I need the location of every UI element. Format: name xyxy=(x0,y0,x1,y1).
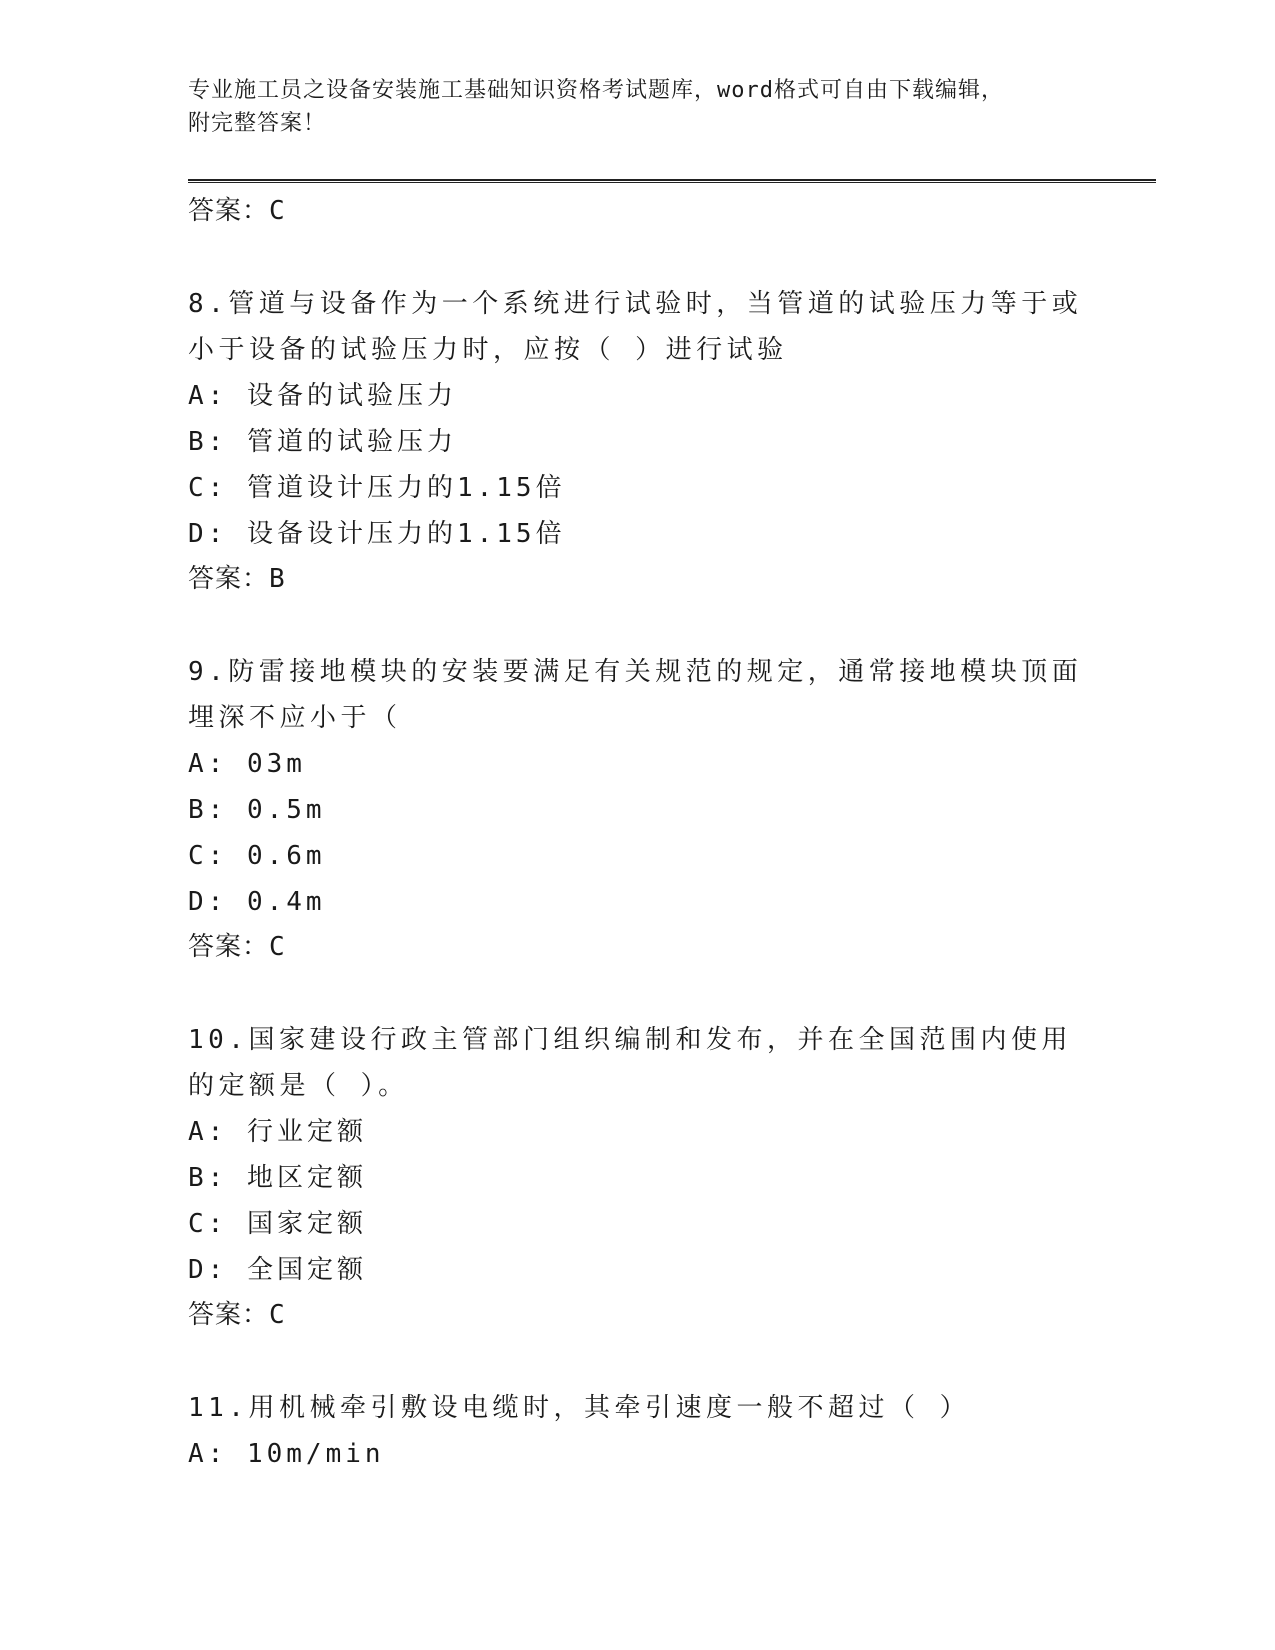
question-text-11: 11.用机械牵引敷设电缆时，其牵引速度一般不超过（ ） xyxy=(188,1393,971,1423)
question-text-9: 9.防雷接地模块的安装要满足有关规范的规定，通常接地模块顶面埋深不应小于（ xyxy=(188,657,1083,733)
option-10-b: B: 地区定额 xyxy=(188,1163,367,1193)
header-line-1: 专业施工员之设备安装施工基础知识资格考试题库，word格式可自由下载编辑， xyxy=(188,78,1004,103)
option-8-c: C: 管道设计压力的1.15倍 xyxy=(188,473,566,503)
option-10-a: A: 行业定额 xyxy=(188,1117,367,1147)
option-9-d: D: 0.4m xyxy=(188,887,326,917)
header-line-2: 附完整答案！ xyxy=(188,111,327,136)
option-8-b: B: 管道的试验压力 xyxy=(188,427,457,457)
option-11-a: A: 10m/min xyxy=(188,1439,385,1469)
answer-label-8: 答案：B xyxy=(188,564,286,594)
option-9-c: C: 0.6m xyxy=(188,841,326,871)
question-list xyxy=(188,189,1088,1477)
question-text-10: 10.国家建设行政主管部门组织编制和发布，并在全国范围内使用的定额是（ ）。 xyxy=(188,1025,1072,1101)
option-8-a: A: 设备的试验压力 xyxy=(188,381,457,411)
document-header xyxy=(188,74,1088,140)
option-10-c: C: 国家定额 xyxy=(188,1209,367,1239)
header-divider xyxy=(188,179,1156,183)
option-9-a: A: 03m xyxy=(188,749,306,779)
question-text-8: 8.管道与设备作为一个系统进行试验时，当管道的试验压力等于或小于设备的试验压力时，应按（ ）进行试验 xyxy=(188,289,1083,365)
option-8-d: D: 设备设计压力的1.15倍 xyxy=(188,519,566,549)
answer-label-9: 答案：C xyxy=(188,932,286,962)
answer-label-10: 答案：C xyxy=(188,1300,286,1330)
option-10-d: D: 全国定额 xyxy=(188,1255,367,1285)
option-9-b: B: 0.5m xyxy=(188,795,326,825)
answer-label: 答案：C xyxy=(188,196,286,226)
